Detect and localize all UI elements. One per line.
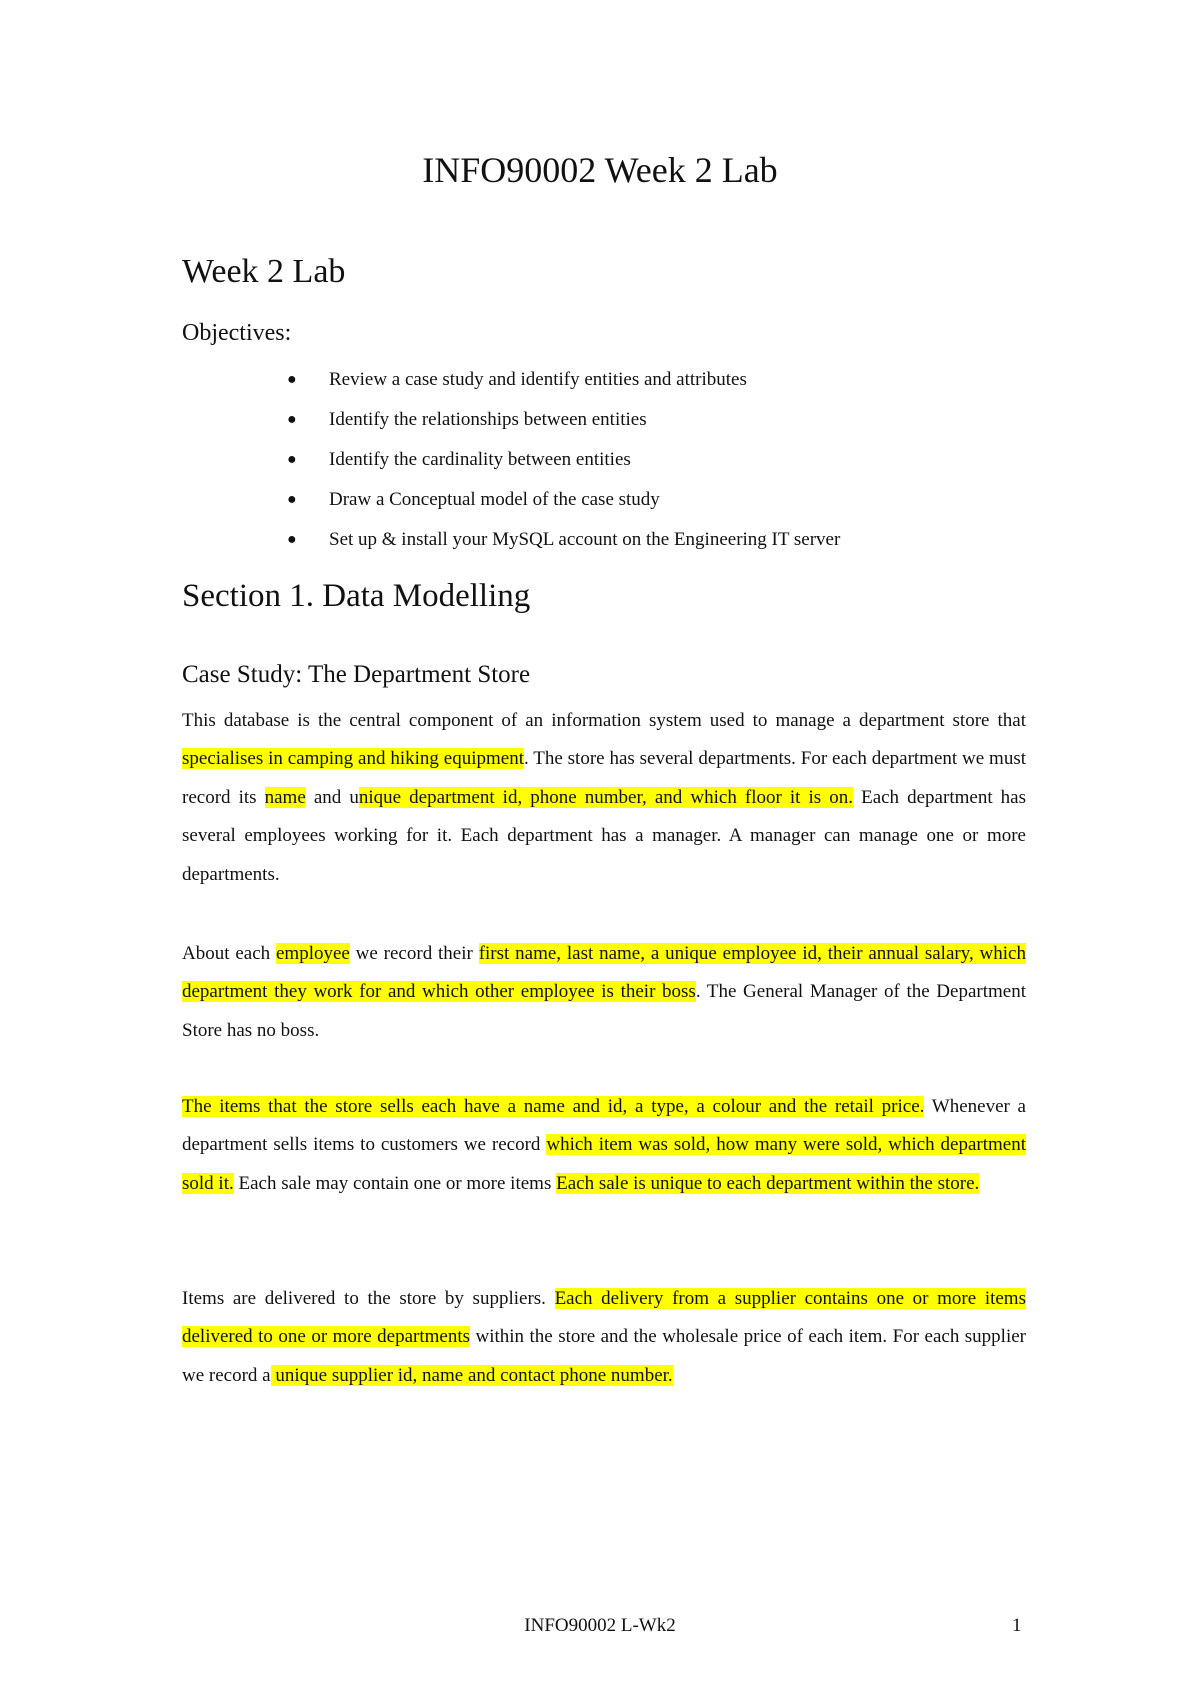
objective-text: Review a case study and identify entities and attributes bbox=[329, 369, 747, 390]
paragraph-text: we record their bbox=[349, 943, 479, 964]
paragraph-text: within the store and the wholesale price of each item. For each supplier we record a bbox=[182, 1326, 1027, 1386]
bullet-icon: ● bbox=[287, 451, 297, 468]
highlighted-text: name bbox=[264, 786, 306, 808]
highlighted-text: Each sale is unique to each department within the store. bbox=[556, 1172, 980, 1194]
paragraph-text: . The store has several departments. For each department we must record its bbox=[182, 748, 1027, 808]
bullet-icon: ● bbox=[287, 531, 297, 548]
highlighted-text: employee bbox=[275, 943, 350, 964]
highlighted-text: Each delivery from a supplier contains one or more items delivered to one or more departments bbox=[182, 1288, 1026, 1348]
paragraph-text: and u bbox=[305, 786, 359, 808]
footer-label: INFO90002 L-Wk2 bbox=[524, 1615, 676, 1636]
bullet-icon: ● bbox=[287, 371, 297, 388]
paragraph-text: About each bbox=[182, 943, 276, 964]
page-number: 1 bbox=[1012, 1615, 1022, 1636]
paragraph-text: This database is the central component of an information system used to manage a department store that bbox=[182, 710, 1026, 731]
paragraph-text: Items are delivered to the store by suppliers. bbox=[182, 1288, 555, 1309]
case-paragraph bbox=[182, 1088, 1026, 1203]
highlighted-text: which item was sold, how many were sold, which department sold it. bbox=[182, 1134, 1026, 1194]
paragraph-text: Whenever a department sells items to customers we record bbox=[182, 1096, 1026, 1156]
highlighted-text: first name, last name, a unique employee id, their annual salary, which department they work for and which other employee is their boss bbox=[182, 943, 1026, 1003]
objective-text: Identify the cardinality between entities bbox=[329, 449, 631, 470]
paragraph-text: . The General Manager of the Department Store has no boss. bbox=[182, 981, 1026, 1041]
objectives-heading: Objectives: bbox=[182, 320, 292, 346]
highlighted-text: specialises in camping and hiking equipment bbox=[182, 748, 524, 770]
highlighted-text: The items that the store sells each have a name and id, a type, a colour and the retail price. bbox=[182, 1096, 925, 1117]
document-title: INFO90002 Week 2 Lab bbox=[422, 150, 778, 190]
objective-text: Draw a Conceptual model of the case study bbox=[329, 489, 660, 510]
case-study-heading: Case Study: The Department Store bbox=[182, 661, 531, 688]
highlighted-text: nique department id, phone number, and which floor it is on. bbox=[358, 786, 854, 808]
bullet-icon: ● bbox=[287, 491, 297, 508]
bullet-icon: ● bbox=[287, 411, 297, 428]
objective-text: Identify the relationships between entities bbox=[329, 409, 647, 430]
case-paragraph bbox=[182, 935, 1026, 1050]
paragraph-text: Each sale may contain one or more items bbox=[233, 1172, 557, 1194]
lab-heading: Week 2 Lab bbox=[182, 253, 346, 290]
highlighted-text: unique supplier id, name and contact phone number. bbox=[270, 1364, 673, 1386]
section-heading: Section 1. Data Modelling bbox=[182, 578, 531, 614]
paragraph-text: Each department has several employees working for it. Each department has a manager. A manager can manage one or more departments. bbox=[182, 786, 1026, 885]
case-paragraph bbox=[182, 1280, 1026, 1395]
case-paragraph bbox=[182, 702, 1026, 894]
objective-text: Set up & install your MySQL account on the Engineering IT server bbox=[329, 529, 841, 550]
